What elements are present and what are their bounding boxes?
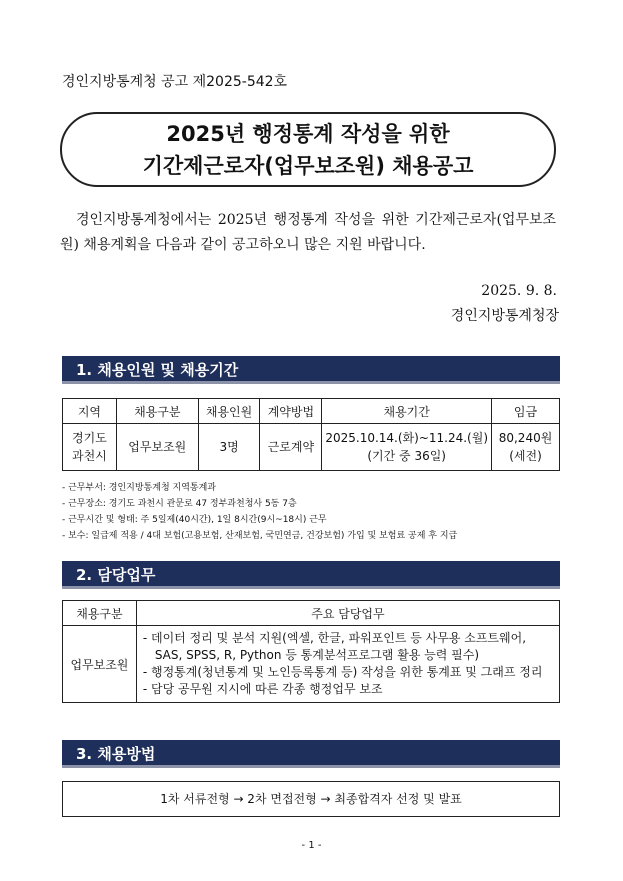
wage-line-2: (세전) bbox=[509, 449, 542, 463]
period-line-2: (기간 중 36일) bbox=[367, 449, 446, 463]
section-3-heading: 3. 채용방법 bbox=[62, 740, 560, 768]
wage-line-1: 80,240원 bbox=[498, 431, 553, 445]
work-conditions-list bbox=[62, 480, 562, 544]
table-row bbox=[63, 626, 560, 703]
region-line-2: 과천시 bbox=[72, 449, 107, 463]
period-line-1: 2025.10.14.(화)~11.24.(월) bbox=[325, 431, 488, 445]
page-number: - 1 - bbox=[301, 840, 322, 851]
duties-table bbox=[62, 600, 560, 703]
title-line-2: 기간제근로자(업무보조원) 채용공고 bbox=[142, 153, 474, 178]
list-item: - 보수: 일급제 적용 / 4대 보험(고용보험, 산재보험, 국민연금, 건강보험) 가입 및 보험료 공제 후 지급 bbox=[62, 531, 458, 541]
cell-region bbox=[63, 424, 117, 471]
notice-number: 경인지방통계청 공고 제2025-542호 bbox=[62, 74, 288, 90]
intro-paragraph bbox=[60, 208, 556, 258]
table-row bbox=[63, 424, 560, 471]
cell-period bbox=[322, 424, 492, 471]
table-header-row bbox=[63, 601, 560, 626]
list-item: - 근무장소: 경기도 과천시 관문로 47 정부과천청사 5동 7층 bbox=[62, 499, 297, 509]
cell-duties bbox=[136, 626, 559, 703]
table-header-row bbox=[63, 399, 560, 424]
cell-type: 업무보조원 bbox=[63, 626, 137, 703]
notice-date: 2025. 9. 8. bbox=[481, 283, 557, 299]
section-2-heading: 2. 담당업무 bbox=[62, 561, 560, 589]
header-period: 채용기간 bbox=[322, 399, 492, 424]
header-type: 채용구분 bbox=[63, 601, 137, 626]
duty-item: - 데이터 정리 및 분석 지원(엑셀, 한글, 파워포인트 등 사무용 소프트웨어, SAS, SPSS, R, Python 등 통계분석프로그램 활용 능력 필수) bbox=[142, 631, 527, 662]
duty-item: - 행정통계(청년통계 및 노인등록통계 등) 작성을 위한 통계표 및 그래프 정리 bbox=[142, 665, 543, 679]
title-line-1: 2025년 행정통계 작성을 위한 bbox=[166, 121, 450, 146]
list-item: - 근무시간 및 형태: 주 5일제(40시간), 1일 8시간(9시~18시) 근무 bbox=[62, 515, 327, 525]
intro-text: 경인지방통계청에서는 2025년 행정통계 작성을 위한 기간제근로자(업무보조원) 채용계획을 다음과 같이 공고하오니 많은 지원 바랍니다. bbox=[60, 212, 556, 253]
cell-contract: 근로계약 bbox=[260, 424, 322, 471]
header-count: 채용인원 bbox=[198, 399, 260, 424]
header-type: 채용구분 bbox=[116, 399, 198, 424]
duty-item: - 담당 공무원 지시에 따른 각종 행정업무 보조 bbox=[142, 682, 383, 696]
title-box bbox=[60, 112, 556, 187]
header-region: 지역 bbox=[63, 399, 117, 424]
issuer: 경인지방통계청장 bbox=[450, 308, 559, 324]
cell-count: 3명 bbox=[198, 424, 260, 471]
hiring-table bbox=[62, 398, 560, 471]
region-line-1: 경기도 bbox=[72, 431, 107, 445]
cell-type: 업무보조원 bbox=[116, 424, 198, 471]
list-item: - 근무부서: 경인지방통계청 지역통계과 bbox=[62, 483, 216, 493]
hiring-process: 1차 서류전형 → 2차 면접전형 → 최종합격자 선정 및 발표 bbox=[62, 781, 560, 817]
header-contract: 계약방법 bbox=[260, 399, 322, 424]
section-1-heading: 1. 채용인원 및 채용기간 bbox=[62, 356, 560, 384]
header-wage: 임금 bbox=[492, 399, 560, 424]
header-duties: 주요 담당업무 bbox=[136, 601, 559, 626]
cell-wage bbox=[492, 424, 560, 471]
